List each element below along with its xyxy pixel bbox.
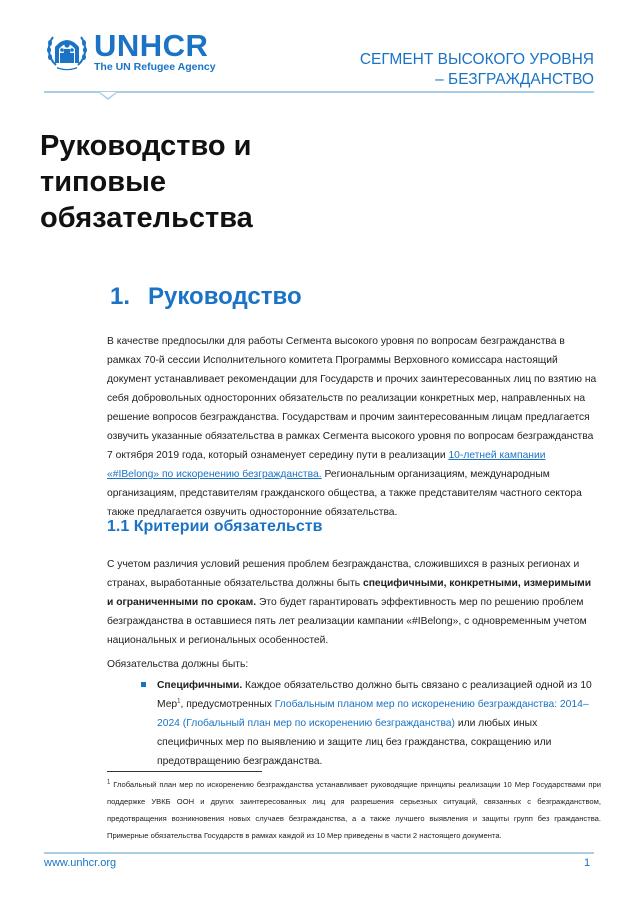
bullet-square-icon — [141, 682, 146, 687]
bullet-bold-label: Специфичными. — [157, 680, 243, 691]
section-heading-1-1: 1.1 Критерии обязательств — [107, 518, 323, 535]
bullet-text: или любых иных специфичных мер по выявлению и защите лиц без гражданства, сокращению или предотвращению безгражданства. — [157, 718, 552, 767]
footnote — [107, 776, 601, 844]
header-divider-notch-inner — [100, 92, 116, 98]
paragraph-text: Региональным организациям, международным организациям, представителям гражданского общества, а также представителям частного сектора также предлагается озвучить односторонние обязательства. — [107, 469, 582, 518]
paragraph-text: С учетом различия условий решения проблем безгражданства, сложившихся в разных регионах и странах, выработанные обязательства должны быть — [107, 559, 580, 589]
footnote-number: 1 — [107, 779, 111, 786]
page-title-line1: Руководство и — [40, 130, 252, 162]
section-number: 1. — [110, 283, 131, 310]
global-action-plan-link[interactable]: Глобальным планом мер по искоренению безгражданства: 2014–2024 (Глобальный план мер по искоренению безгражданства) — [157, 699, 589, 729]
paragraph-text: Это будет гарантировать эффективность мер по решению проблем безгражданства в оставшиеся пять лет реализации кампании «#IBelong», с одновременным учетом национальных и региональных особенностей. — [107, 597, 587, 646]
footnote-divider — [107, 771, 262, 772]
segment-title-line1: СЕГМЕНТ ВЫСОКОГО УРОВНЯ — [359, 51, 594, 68]
list-intro: Обязательства должны быть: — [107, 659, 249, 670]
bullet-text: Каждое обязательство должно быть связано с реализацией одной из 10 Мер — [157, 680, 592, 710]
segment-title — [360, 50, 594, 90]
segment-title-line2: – БЕЗГРАЖДАНСТВО — [435, 71, 594, 88]
section-heading-1 — [110, 283, 302, 311]
ibelong-campaign-link[interactable]: 10-летней кампании «#IBelong» по искоренению безгражданства. — [107, 450, 546, 480]
bullet-text: , предусмотренных — [180, 699, 275, 710]
paragraph-bold-text: специфичными, конкретными, измеримыми и ограниченными по срокам. — [107, 578, 592, 608]
page-title — [40, 128, 340, 236]
header-divider — [44, 91, 594, 93]
paragraph-text: В качестве предпосылки для работы Сегмента высокого уровня по вопросам безгражданства в рамках 70-й сессии Исполнительного комитета Программы Верховного комиссара настоящий документ устанавливает рекомендации для Государств и прочих заинтересованных лиц по взятию на себя добровольных односторонних обязательств по реализации конкретных мер, направленных на решение вопросов безгражданства. Государствам и прочим заинтересованным лицам предлагается озвучить указанные обязательства в рамках Сегмента высокого уровня по вопросам безгражданства 7 октября 2019 года, который ознаменует середину пути в реализации — [107, 336, 597, 461]
footer-website-link[interactable]: www.unhcr.org — [44, 857, 117, 869]
logo-wordmark: UNHCR — [94, 28, 209, 63]
section-1-paragraph — [107, 332, 599, 522]
footer-divider — [44, 852, 594, 854]
list-item — [133, 676, 600, 771]
section-heading-text: Руководство — [148, 283, 302, 310]
footnote-text: Глобальный план мер по искоренению безгражданства устанавливает руководящие принципы реализации 10 Мер Государствами при поддержке УВКБ ООН и других заинтересованных лиц для разрешения серьезных ситуаций, связанных с безгражданством, предотвращения возникновения новых случаев безгражданства, а а также лучшего выявления и защиты групп без гражданства. Примерные обязательства Государств в рамках каждой из 10 Мер приведены в части 2 настоящего документа. — [107, 780, 601, 840]
footnote-ref[interactable]: 1 — [177, 698, 181, 705]
unhcr-logo — [44, 30, 216, 73]
page-number: 1 — [584, 857, 591, 869]
criteria-list — [133, 676, 600, 771]
unhcr-emblem-icon — [44, 31, 90, 71]
page-title-line2: типовые — [40, 166, 166, 198]
section-1-1-paragraph — [107, 555, 599, 650]
page-title-line3: обязательства — [40, 202, 253, 234]
logo-tagline: The UN Refugee Agency — [94, 61, 216, 73]
